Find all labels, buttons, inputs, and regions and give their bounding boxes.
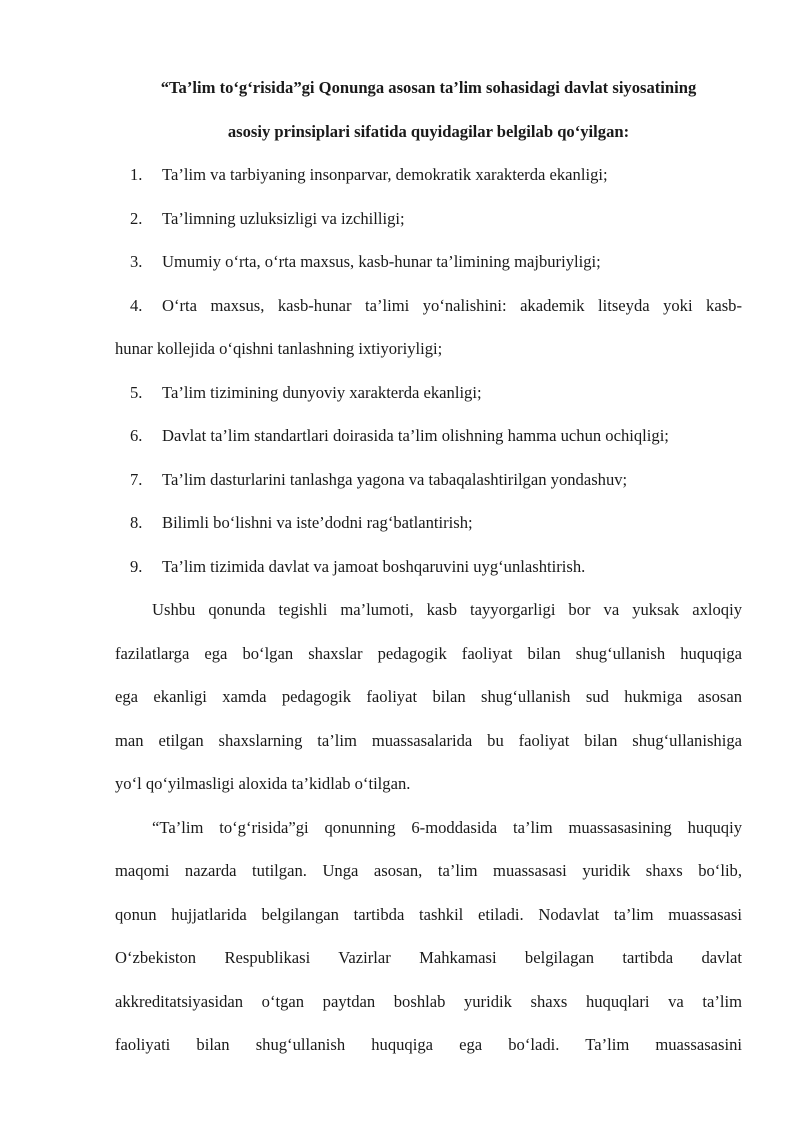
list-item-number: 2. <box>130 208 143 228</box>
body-paragraph <box>115 806 742 1067</box>
list-item-text: Ta’lim va tarbiyaning insonparvar, demokratik xarakterda ekanligi; <box>162 165 608 184</box>
list-item <box>115 371 742 415</box>
list-item <box>115 501 742 545</box>
list-item-number: 8. <box>130 513 143 532</box>
list-item <box>115 153 742 197</box>
list-item-text: Ta’lim tizimining dunyoviy xarakterda ekanligi; <box>162 382 482 402</box>
list-item-text: Ta’lim dasturlarini tanlashga yagona va tabaqalashtirilgan yondashuv; <box>162 469 628 489</box>
list-item <box>115 197 742 241</box>
section-heading <box>115 66 742 153</box>
body-paragraph <box>115 588 742 806</box>
list-item <box>115 414 742 458</box>
list-item-number: 6. <box>130 426 143 445</box>
paragraph-line: faoliyati bilan shug‘ullanish huquqiga ega bo‘ladi. Ta’lim muassasasini <box>115 1035 742 1054</box>
paragraph-line: maqomi nazarda tutilgan. Unga asosan, ta’lim muassasasi yuridik shaxs bo‘lib, <box>115 861 742 880</box>
paragraph-line: man etilgan shaxslarning ta’lim muassasalarida bu faoliyat bilan shug‘ullanishiga <box>115 730 742 750</box>
paragraph-line: “Ta’lim to‘g‘risida”gi qonunning 6-moddasida ta’lim muassasasining huquqiy <box>152 817 742 837</box>
list-item-text: Ta’limning uzluksizligi va izchilligi; <box>162 208 405 228</box>
list-item-text: O‘rta maxsus, kasb-hunar ta’limi yo‘nalishini: akademik litseyda yoki kasb- <box>162 295 742 315</box>
list-item-number: 9. <box>130 556 143 576</box>
list-item <box>115 458 742 502</box>
list-item-text: Bilimli bo‘lishni va iste’dodni rag‘batlantirish; <box>162 513 473 532</box>
paragraph-line: akkreditatsiyasidan o‘tgan paytdan boshlab yuridik shaxs huquqlari va ta’lim <box>115 991 742 1011</box>
list-item-number: 1. <box>130 165 143 184</box>
list-item-text: Ta’lim tizimida davlat va jamoat boshqaruvini uyg‘unlashtirish. <box>162 556 586 576</box>
list-item <box>115 545 742 589</box>
list-item-text: Umumiy o‘rta, o‘rta maxsus, kasb-hunar ta’limining majburiyligi; <box>162 252 601 271</box>
paragraph-line: qonun hujjatlarida belgilangan tartibda tashkil etiladi. Nodavlat ta’lim muassasasi <box>115 904 742 924</box>
heading-line: asosiy prinsiplari sifatida quyidagilar belgilab qo‘yilgan: <box>227 121 630 141</box>
list-item <box>115 240 742 284</box>
paragraph-line: Ushbu qonunda tegishli ma’lumoti, kasb tayyorgarligi bor va yuksak axloqiy <box>152 600 742 619</box>
paragraph-line: ega ekanligi xamda pedagogik faoliyat bilan shug‘ullanish sud hukmiga asosan <box>115 687 742 706</box>
principles-list <box>115 153 742 588</box>
list-item-number: 7. <box>130 469 143 489</box>
list-item-number: 5. <box>130 382 143 402</box>
list-item-text: Davlat ta’lim standartlari doirasida ta’lim olishning hamma uchun ochiqligi; <box>162 426 669 445</box>
paragraph-line: O‘zbekiston Respublikasi Vazirlar Mahkamasi belgilagan tartibda davlat <box>115 948 742 967</box>
paragraph-line: yo‘l qo‘yilmasligi aloxida ta’kidlab o‘tilgan. <box>115 774 411 793</box>
heading-line: “Ta’lim to‘g‘risida”gi Qonunga asosan ta’lim sohasidagi davlat siyosatining <box>160 78 697 97</box>
list-item-continuation: hunar kollejida o‘qishni tanlashning ixtiyoriyligi; <box>115 339 443 358</box>
list-item-number: 4. <box>130 295 143 315</box>
list-item-number: 3. <box>130 252 143 271</box>
paragraph-line: fazilatlarga ega bo‘lgan shaxslar pedagogik faoliyat bilan shug‘ullanish huquqiga <box>115 643 742 663</box>
list-item <box>115 284 742 371</box>
document-page <box>115 66 742 1067</box>
